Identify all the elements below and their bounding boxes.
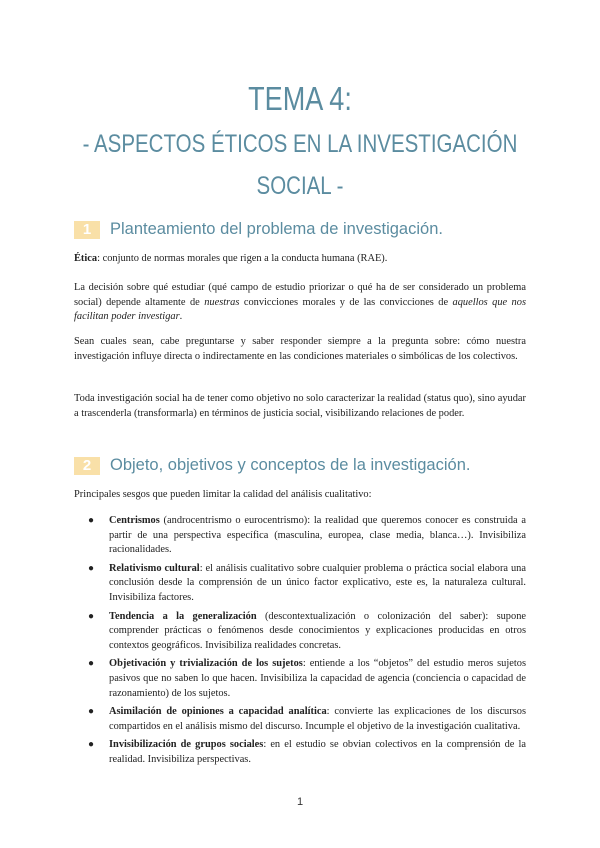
section-2-title: Objeto, objetivos y conceptos de la investigación. [110,456,471,474]
bias-text: : en el estudio se obvian colectivos en la comprensión de la realidad. Invisibiliza perspectivas. [109,739,526,765]
list-item [74,610,526,654]
paragraph-decision-c: convicciones morales y de las convicciones de [239,296,453,308]
list-item [74,657,526,701]
section-1-title: Planteamiento del problema de investigación. [110,220,443,238]
biases-list [74,514,526,772]
paragraph-decision-a: La decisión sobre qué estudiar (qué campo de estudio priorizar o qué ha de ser considerado un problema social) depende altamente de [74,282,526,308]
section-2-heading [74,456,470,475]
section-2-number: 2 [74,457,100,475]
page-title: TEMA 4: [248,80,352,117]
bias-text: : el análisis cualitativo sobre cualquier problema o práctica social elabora una conclusión desde la comprensión de un único factor explicativo, este es, la naturaleza cultural. Invisibiliza factores. [109,562,526,603]
bias-text: : entiende a los “objetos” del estudio meros sujetos pasivos que no saben lo que hacen. Invisibiliza la capacidad de agencia (conciencia o capacidad de razonamiento) de los sujetos. [109,658,526,699]
bias-term: Asimilación de opiniones a capacidad analítica [109,706,327,718]
paragraph-decision [74,281,526,325]
list-item [74,562,526,606]
bias-term: Objetivación y trivialización de los sujetos [109,658,303,670]
bullet-icon: ● [88,739,95,751]
etica-term: Ética [74,253,98,264]
etica-text: : conjunto de normas morales que rigen a la conducta humana (RAE). [97,253,388,264]
bias-term: Invisibilización de grupos sociales [109,739,264,751]
paragraph-decision-d: aquellos que nos facilitan poder investigar [74,296,526,323]
subtitle-line-1: - ASPECTOS ÉTICOS EN LA INVESTIGACIÓN [82,130,518,158]
list-item [74,514,526,558]
bias-text: : convierte las explicaciones de los discursos compartidos en el análisis mismo del discurso. Incumple el objetivo de la investigación cualitativa. [109,706,526,732]
etica-definition [74,252,526,267]
paragraph-decision-e: . [179,311,183,323]
subtitle-line-2: SOCIAL - [256,172,344,200]
bullet-icon: ● [88,562,95,574]
list-item [74,705,526,734]
bullet-icon: ● [88,515,95,526]
bullet-icon: ● [88,658,95,670]
paragraph-decision-b: nuestras [204,296,240,308]
paragraph-objective: Toda investigación social ha de tener como objetivo no solo caracterizar la realidad (status quo), sino ayudar a trascenderla (transformarla) en términos de justicia social, visibilizando relaciones de poder. [74,393,526,419]
list-item [74,738,526,767]
bias-term: Relativismo cultural [109,562,200,574]
section-1-heading [74,220,443,239]
bias-text: (androcentrismo o eurocentrismo): la realidad que queremos conocer es construida a partir de una perspectiva específica (masculina, europea, clase media, blanca…). Invisibiliza racionalidades. [109,515,526,556]
bullet-icon: ● [88,610,95,622]
bias-term: Tendencia a la generalización [109,610,257,622]
paragraph-question: Sean cuales sean, cabe preguntarse y saber responder siempre a la pregunta sobre: cómo nuestra investigación influye directa o indirectamente en las condiciones materiales o simbólicas de los colectivos. [74,336,526,362]
bias-term: Centrismos [109,515,160,526]
page-number: 1 [296,796,304,808]
section-1-number: 1 [74,221,100,239]
bullet-icon: ● [88,706,95,718]
biases-intro: Principales sesgos que pueden limitar la calidad del análisis cualitativo: [74,489,372,500]
bias-text: (descontextualización o colonización del saber): supone comprender prácticas o fenómenos desde conocimientos y explicaciones producidas en otros contextos geográficos. Invisibiliza realidades concretas. [109,610,527,651]
